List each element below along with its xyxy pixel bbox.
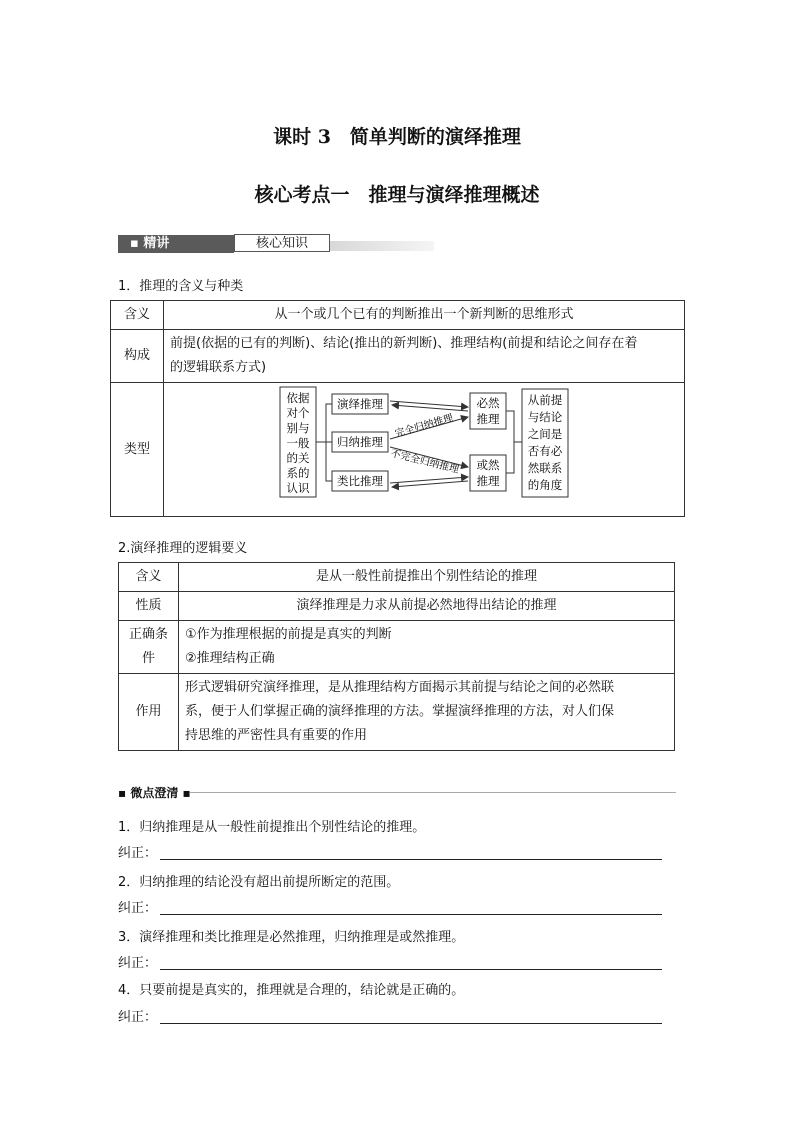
basis-line: 的关	[286, 451, 310, 465]
lesson-title: 课时 3 简单判断的演绎推理	[273, 126, 521, 148]
correction-line	[118, 842, 664, 861]
angle-line: 之间是	[527, 427, 563, 441]
row-value	[179, 621, 675, 674]
basis-line: 认识	[286, 481, 310, 495]
correction-label: 纠正：	[118, 901, 158, 916]
angle-line: 否有必	[527, 444, 563, 458]
correction-input[interactable]	[160, 969, 662, 970]
deductive-label: 演绎推理	[337, 397, 383, 411]
table-row	[111, 301, 685, 330]
angle-line: 从前提	[527, 393, 563, 407]
probable-line: 推理	[476, 474, 500, 488]
basis-line: 依据	[286, 391, 310, 405]
correction-label: 纠正：	[118, 956, 158, 971]
row-value-line: 前提(依据的已有的判断)、结论(推出的新判断)、推理结构(前提和结论之间存在着	[170, 336, 638, 351]
row-value: 从一个或几个已有的判断推出一个新判断的思维形式	[164, 301, 685, 330]
basis-line: 别与	[286, 421, 310, 435]
table-row	[119, 563, 675, 592]
row-value	[164, 330, 685, 383]
row-value-line: ②推理结构正确	[185, 651, 275, 666]
clarify-item: 2．归纳推理的结论没有超出前提所断定的范围。	[118, 875, 400, 890]
clarify-item: 1．归纳推理是从一般性前提推出个别性结论的推理。	[118, 820, 426, 835]
row-value	[179, 674, 675, 751]
basis-text	[287, 391, 310, 495]
row-value-line: 持思维的严密性具有重要的作用	[185, 728, 368, 743]
row-label: 正确条件	[119, 621, 179, 674]
row-label: 含义	[111, 301, 164, 330]
row-label: 作用	[119, 674, 179, 751]
clarify-item: 4．只要前提是真实的，推理就是合理的，结论就是正确的。	[118, 983, 465, 998]
row-value-line: 系，便于人们掌握正确的演绎推理的方法。掌握演绎推理的方法，对人们保	[185, 704, 615, 719]
analogical-label: 类比推理	[337, 474, 383, 488]
row-value-line: 的逻辑联系方式)	[170, 360, 267, 375]
angle-line: 然联系	[527, 461, 563, 475]
clarify-heading-text: ▪ 微点澄清 ▪	[118, 786, 191, 800]
row-value-line: ①作为推理根据的前提是真实的判断	[185, 627, 392, 642]
angle-line: 与结论	[527, 410, 563, 424]
section-banner	[118, 231, 434, 257]
inductive-label: 归纳推理	[337, 435, 383, 449]
correction-label: 纠正：	[118, 1010, 158, 1025]
clarify-heading	[118, 784, 676, 804]
row-label: 含义	[119, 563, 179, 592]
part1-heading: 1．推理的含义与种类	[118, 279, 244, 294]
table-row	[119, 621, 675, 674]
table-row	[119, 674, 675, 751]
correction-input[interactable]	[160, 914, 662, 915]
types-diagram	[164, 383, 684, 507]
basis-line: 一般	[286, 436, 310, 450]
necessary-line: 推理	[476, 412, 500, 426]
banner-dark-tab: ▪ 精讲	[118, 235, 234, 253]
part2-heading: 2.演绎推理的逻辑要义	[118, 541, 248, 556]
correction-line	[118, 897, 664, 916]
banner-dark-label: 精讲	[143, 236, 170, 251]
angle-line: 的角度	[527, 478, 563, 492]
basis-line: 对个	[286, 406, 310, 420]
correction-label: 纠正：	[118, 846, 158, 861]
correction-input[interactable]	[160, 859, 662, 860]
row-label: 类型	[111, 383, 164, 517]
correction-line	[118, 952, 664, 971]
table-row	[119, 592, 675, 621]
clarify-heading-rule	[190, 792, 676, 793]
section-title: 核心考点一 推理与演绎推理概述	[254, 184, 540, 206]
row-value: 演绎推理是力求从前提必然地得出结论的推理	[179, 592, 675, 621]
table-row	[111, 383, 685, 517]
incomplete-induction-label: 不完全归纳推理	[389, 448, 460, 476]
banner-box-label: 核心知识	[234, 234, 330, 252]
merge-lines	[506, 411, 522, 473]
necessary-line: 必然	[476, 396, 500, 410]
banner-shade	[330, 241, 434, 251]
reasoning-table	[110, 300, 685, 517]
correction-input[interactable]	[160, 1023, 662, 1024]
types-diagram-cell	[164, 383, 685, 517]
row-value: 是从一般性前提推出个别性结论的推理	[179, 563, 675, 592]
clarify-heading-label: 微点澄清	[130, 786, 179, 800]
complete-induction-label: 完全归纳推理	[393, 412, 455, 440]
deduction-table	[118, 562, 675, 751]
row-value-line: 形式逻辑研究演绎推理，是从推理结构方面揭示其前提与结论之间的必然联	[185, 680, 615, 695]
branch-lines	[316, 404, 332, 481]
table-row	[111, 330, 685, 383]
basis-line: 系的	[286, 466, 310, 480]
probable-line: 或然	[476, 458, 500, 472]
row-label: 构成	[111, 330, 164, 383]
correction-line	[118, 1006, 664, 1025]
clarify-item: 3．演绎推理和类比推理是必然推理，归纳推理是或然推理。	[118, 930, 465, 945]
row-label: 性质	[119, 592, 179, 621]
